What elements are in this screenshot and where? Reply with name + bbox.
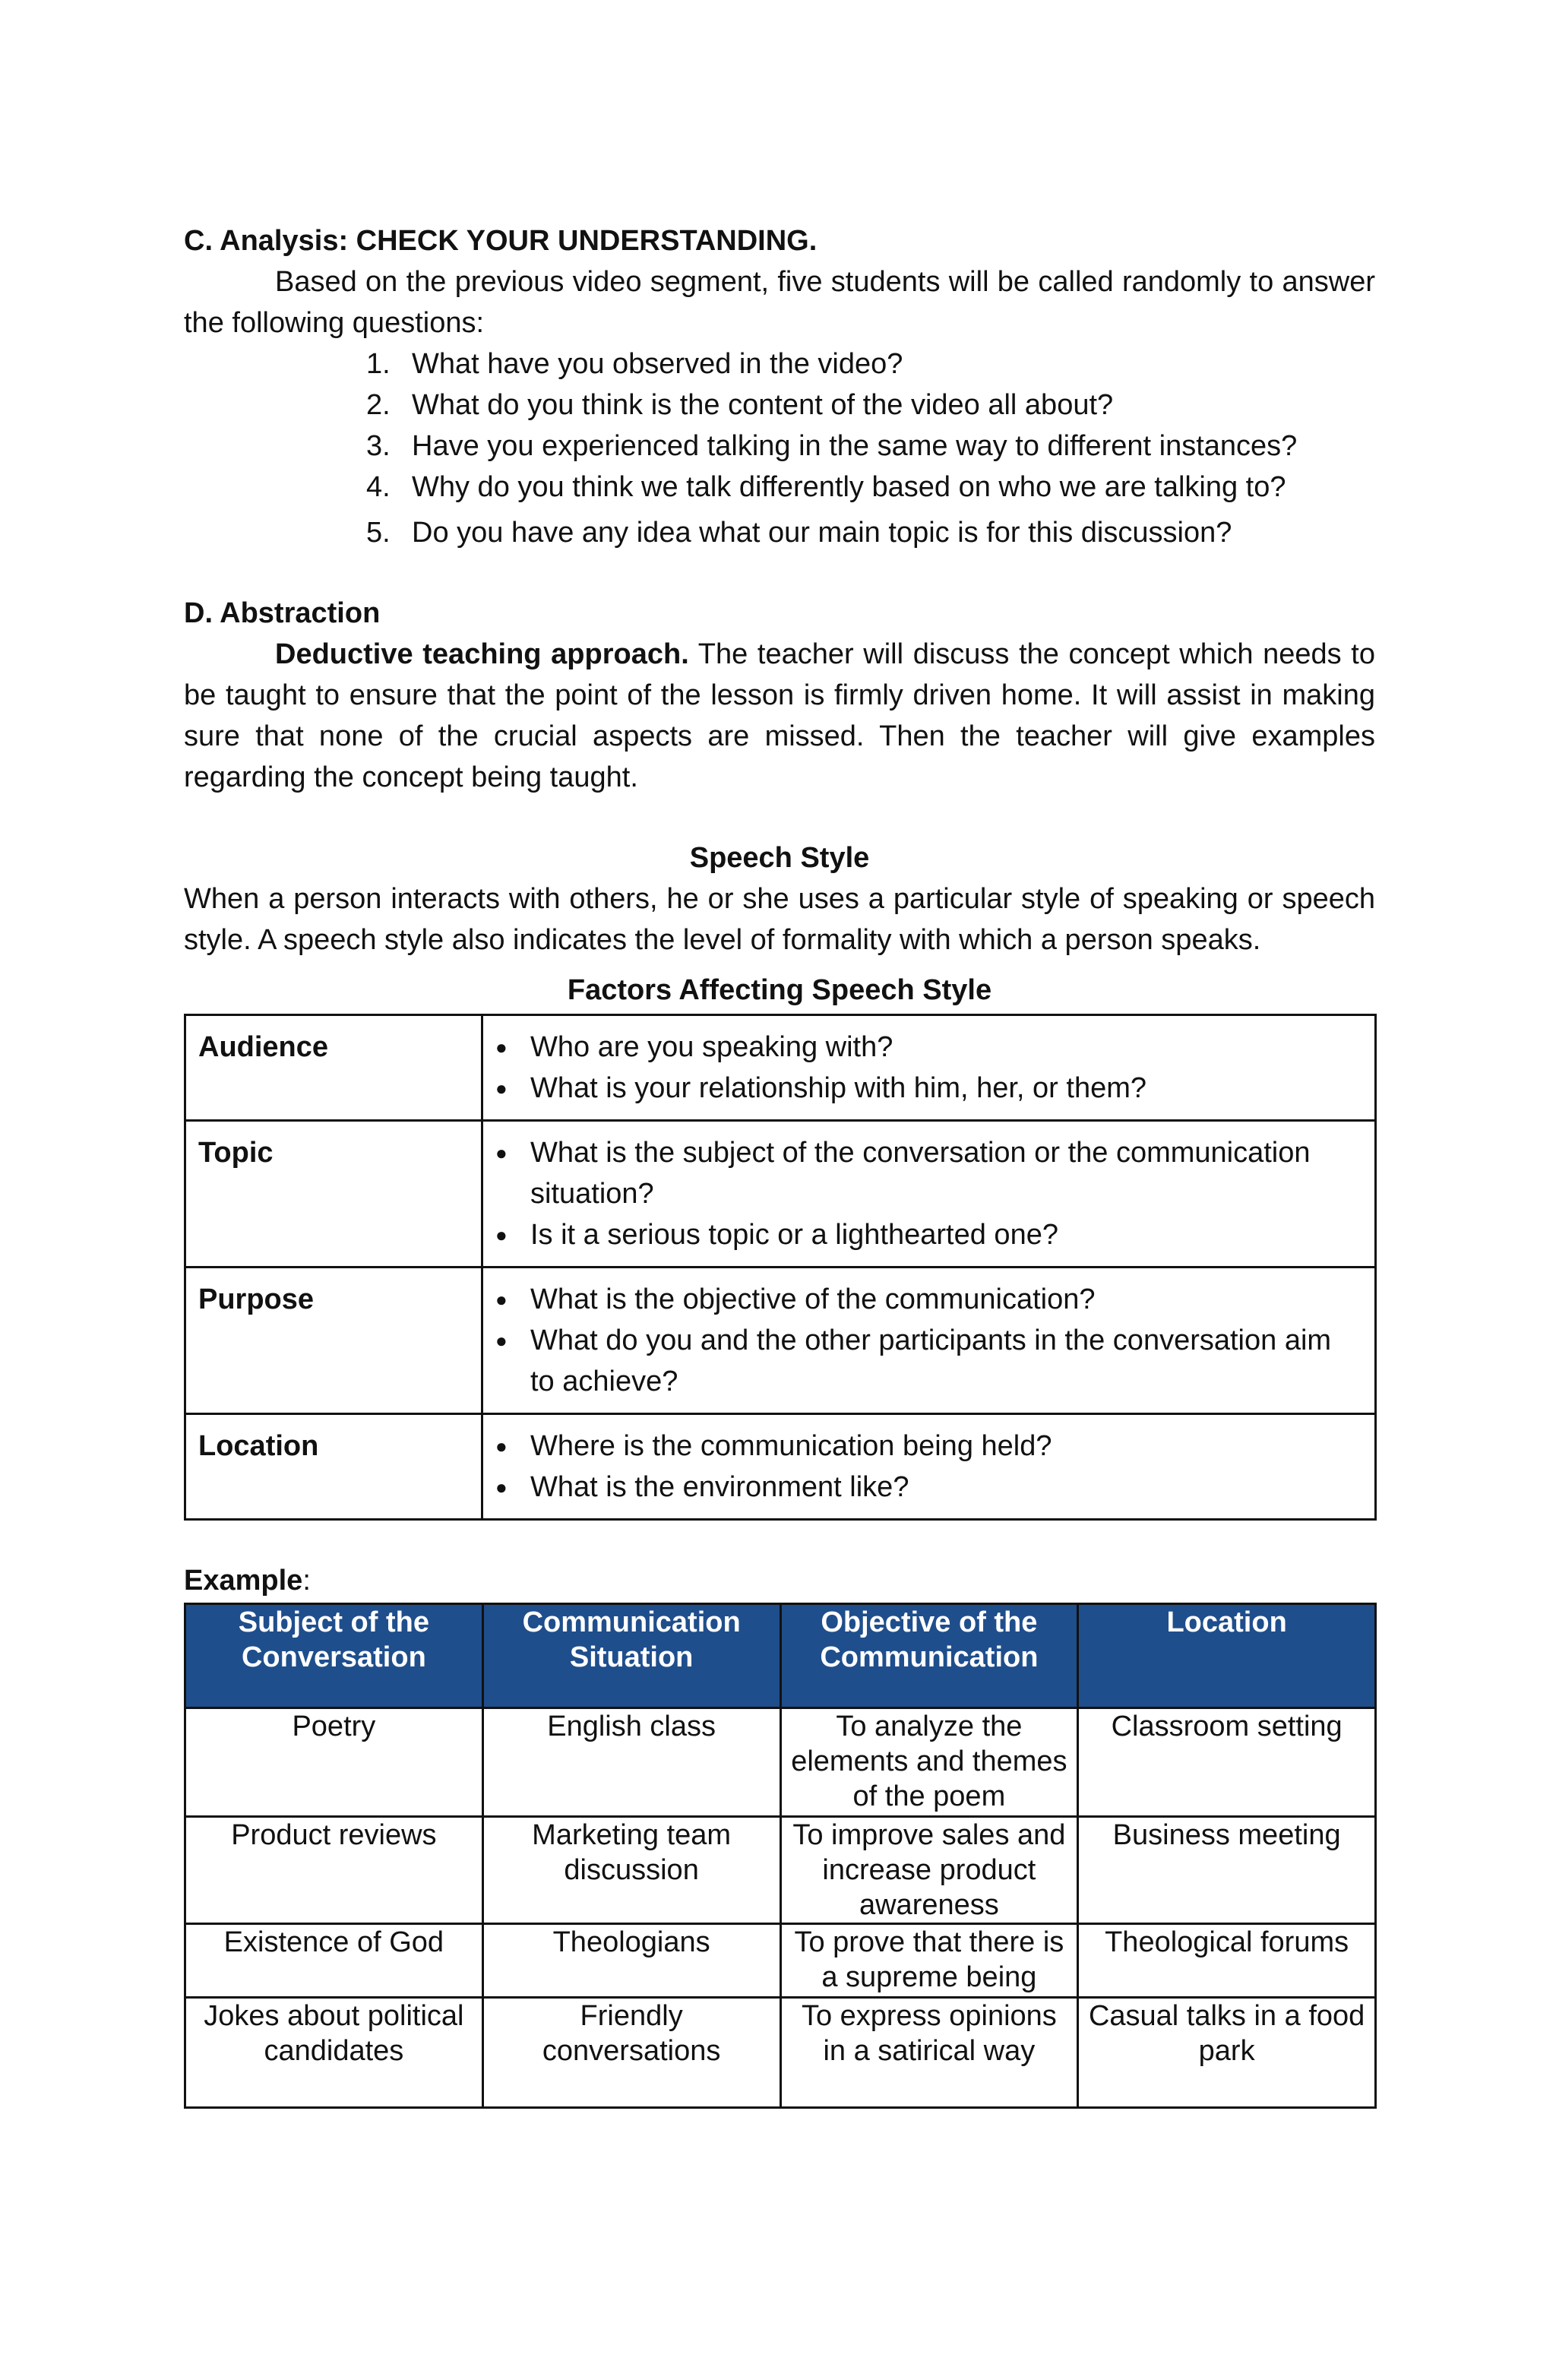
bullet-icon: ● — [495, 1288, 508, 1311]
example-label-text: Example — [184, 1565, 303, 1597]
table-cell: Theological forums — [1078, 1924, 1376, 1998]
table-row — [185, 1924, 1376, 1998]
table-cell: Casual talks in a food park — [1078, 1998, 1376, 2108]
question-text: What do you think is the content of the video all about? — [412, 389, 1114, 421]
question-text: Have you experienced talking in the same way to different instances? — [412, 430, 1298, 462]
question-item — [366, 385, 1375, 426]
table-cell: To express opinions in a satirical way — [780, 1998, 1078, 2108]
table-row — [185, 1708, 1376, 1817]
speech-style-definition: When a person interacts with others, he or she uses a particular style of speaking or speech style. A speech style also indicates the level of formality with which a person speaks. — [184, 883, 1375, 956]
factor-question: Where is the communication being held? — [530, 1430, 1052, 1462]
example-label-colon: : — [302, 1565, 311, 1597]
factors-title: Factors Affecting Speech Style — [567, 974, 992, 1006]
bullet-icon: ● — [495, 1077, 508, 1100]
example-label — [184, 1560, 1375, 1601]
question-text: Why do you think we talk differently based on who we are talking to? — [412, 471, 1286, 503]
factor-question: Who are you speaking with? — [530, 1031, 893, 1063]
table-cell: Theologians — [482, 1924, 780, 1998]
factors-row — [185, 1121, 1376, 1268]
table-cell: Jokes about political candidates — [185, 1998, 483, 2108]
table-cell: Business meeting — [1078, 1817, 1376, 1924]
table-cell: Classroom setting — [1078, 1708, 1376, 1817]
table-cell: Friendly conversations — [482, 1998, 780, 2108]
question-number: 4. — [366, 471, 391, 503]
list-item — [495, 1068, 1362, 1109]
factor-question: What do you and the other participants in the conversation aim to achieve? — [530, 1325, 1332, 1397]
speech-style-title: Speech Style — [689, 842, 870, 874]
spacer — [184, 553, 1375, 593]
example-header-row — [185, 1604, 1376, 1708]
question-item — [366, 512, 1375, 553]
factor-questions — [482, 1414, 1376, 1520]
list-item — [495, 1467, 1362, 1508]
factor-question: What is the subject of the conversation or the communication situation? — [530, 1137, 1311, 1210]
table-row — [185, 1998, 1376, 2108]
abstraction-body: The teacher will discuss the concept which needs to be taught to ensure that the point of the lesson is firmly driven home. It will assist in making sure that none of the crucial aspects are missed. Then the teacher will give examples regarding the concept being taught. — [184, 638, 1375, 793]
factors-row — [185, 1414, 1376, 1520]
factors-row — [185, 1268, 1376, 1414]
table-cell: Product reviews — [185, 1817, 483, 1924]
question-number: 2. — [366, 389, 391, 421]
list-item — [495, 1027, 1362, 1068]
question-text: Do you have any idea what our main topic is for this discussion? — [412, 517, 1232, 549]
example-table — [184, 1603, 1377, 2109]
factor-label: Purpose — [185, 1268, 482, 1414]
factor-question: What is the environment like? — [530, 1471, 909, 1503]
abstraction-lead: Deductive teaching approach. — [275, 638, 689, 670]
question-number: 1. — [366, 348, 391, 380]
spacer — [184, 1521, 1375, 1560]
list-item — [495, 1214, 1362, 1255]
column-header: Location — [1078, 1604, 1376, 1708]
factor-label: Audience — [185, 1015, 482, 1121]
question-item — [366, 467, 1375, 508]
analysis-heading: C. Analysis: CHECK YOUR UNDERSTANDING. — [184, 225, 818, 257]
column-header: Communication Situation — [482, 1604, 780, 1708]
list-item — [495, 1279, 1362, 1320]
table-cell: Marketing team discussion — [482, 1817, 780, 1924]
table-cell: Poetry — [185, 1708, 483, 1817]
question-item — [366, 426, 1375, 467]
spacer — [184, 798, 1375, 837]
document-page — [184, 220, 1375, 2109]
factor-label: Location — [185, 1414, 482, 1520]
abstraction-paragraph — [184, 634, 1375, 798]
analysis-intro: Based on the previous video segment, five students will be called randomly to answer the following questions: — [184, 266, 1375, 339]
table-cell: To analyze the elements and themes of the poem — [780, 1708, 1078, 1817]
question-list — [184, 343, 1375, 553]
question-number: 3. — [366, 430, 391, 462]
table-row — [185, 1817, 1376, 1924]
table-cell: Existence of God — [185, 1924, 483, 1998]
factor-label: Topic — [185, 1121, 482, 1268]
bullet-icon: ● — [495, 1329, 508, 1352]
factor-question: Is it a serious topic or a lighthearted one? — [530, 1219, 1058, 1251]
factor-questions — [482, 1121, 1376, 1268]
bullet-icon: ● — [495, 1141, 508, 1164]
factor-question: What is your relationship with him, her, or them? — [530, 1072, 1147, 1104]
table-cell: To improve sales and increase product awareness — [780, 1817, 1078, 1924]
list-item — [495, 1320, 1362, 1402]
question-number: 5. — [366, 517, 391, 549]
factor-questions — [482, 1015, 1376, 1121]
question-text: What have you observed in the video? — [412, 348, 903, 380]
bullet-icon: ● — [495, 1476, 508, 1499]
bullet-icon: ● — [495, 1223, 508, 1246]
factor-questions — [482, 1268, 1376, 1414]
bullet-icon: ● — [495, 1036, 508, 1059]
factors-row — [185, 1015, 1376, 1121]
question-item — [366, 343, 1375, 385]
table-cell: To prove that there is a supreme being — [780, 1924, 1078, 1998]
list-item — [495, 1426, 1362, 1467]
column-header: Subject of the Conversation — [185, 1604, 483, 1708]
abstraction-heading: D. Abstraction — [184, 597, 381, 629]
list-item — [495, 1132, 1362, 1214]
column-header: Objective of the Communication — [780, 1604, 1078, 1708]
table-cell: English class — [482, 1708, 780, 1817]
factors-table — [184, 1014, 1377, 1521]
factor-question: What is the objective of the communication? — [530, 1283, 1096, 1315]
bullet-icon: ● — [495, 1435, 508, 1457]
